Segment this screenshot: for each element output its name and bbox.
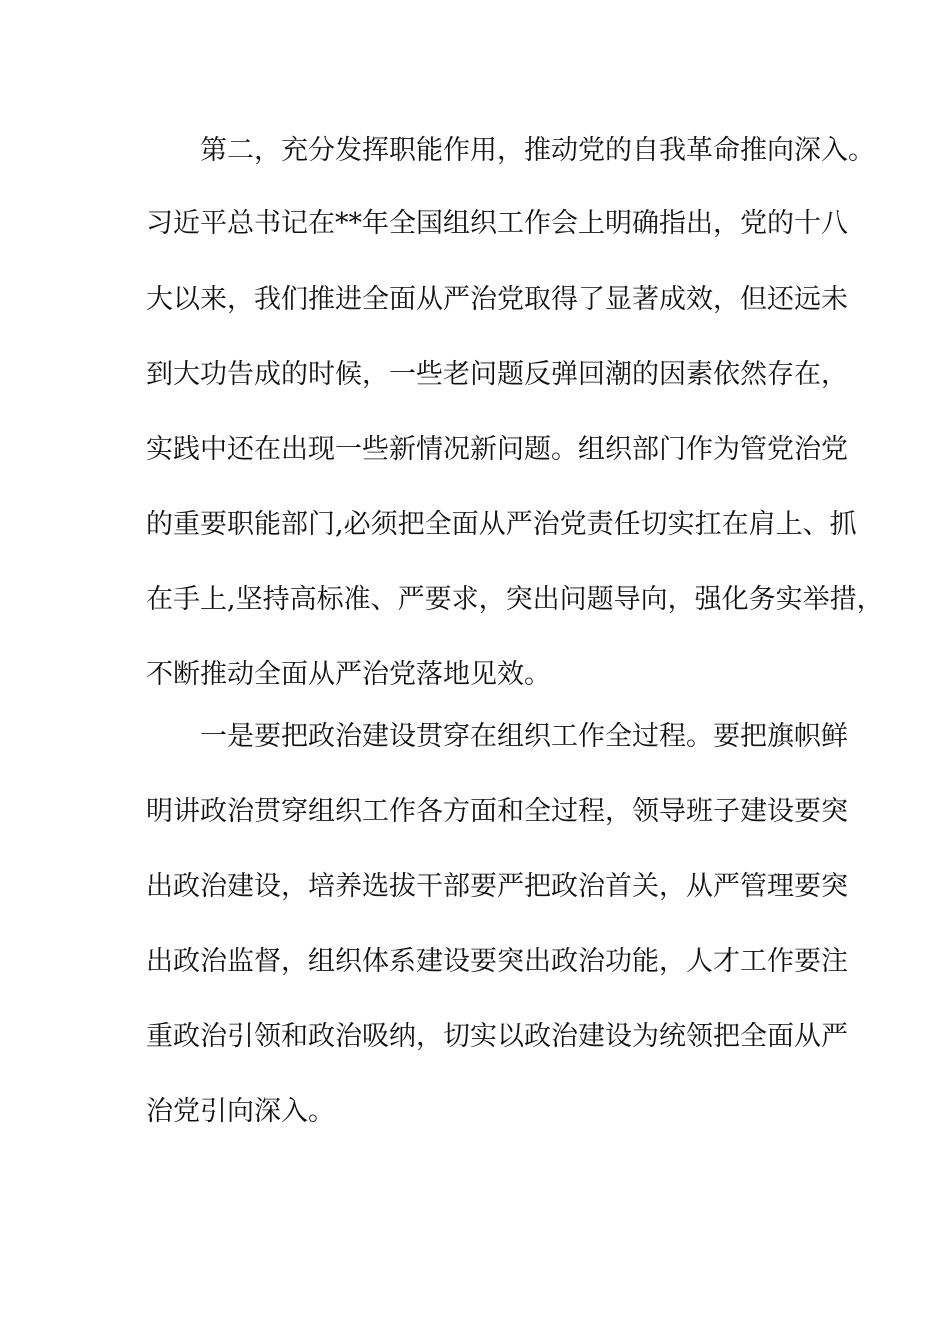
text-line: 习近平总书记在**年全国组织工作会上明确指出，党的十八: [146, 208, 848, 239]
text-line: 第二，充分发挥职能作用，推动党的自我革命推向深入。: [200, 135, 875, 166]
text-line: 不断推动全面从严治党落地见效。: [146, 659, 551, 690]
text-line: 重政治引领和政治吸纳，切实以政治建设为统领把全面从严: [146, 1021, 848, 1052]
text-line: 治党引向深入。: [146, 1096, 335, 1127]
text-line: 实践中还在出现一些新情况新问题。组织部门作为管党治党: [146, 434, 848, 465]
text-line: 在手上,坚持高标准、严要求，突出问题导向，强化务实举措，: [146, 584, 884, 615]
text-line: 出政治建设，培养选拔干部要严把政治首关，从严管理要突: [146, 871, 848, 902]
text-line: 明讲政治贯穿组织工作各方面和全过程，领导班子建设要突: [146, 796, 848, 827]
text-line: 的重要职能部门,必须把全面从严治党责任切实扛在肩上、抓: [146, 509, 857, 540]
text-line: 出政治监督，组织体系建设要突出政治功能，人才工作要注: [146, 946, 848, 977]
text-line: 一是要把政治建设贯穿在组织工作全过程。要把旗帜鲜: [200, 721, 848, 752]
text-line: 到大功告成的时候，一些老问题反弹回潮的因素依然存在，: [146, 359, 848, 390]
text-line: 大以来，我们推进全面从严治党取得了显著成效，但还远未: [146, 284, 848, 315]
